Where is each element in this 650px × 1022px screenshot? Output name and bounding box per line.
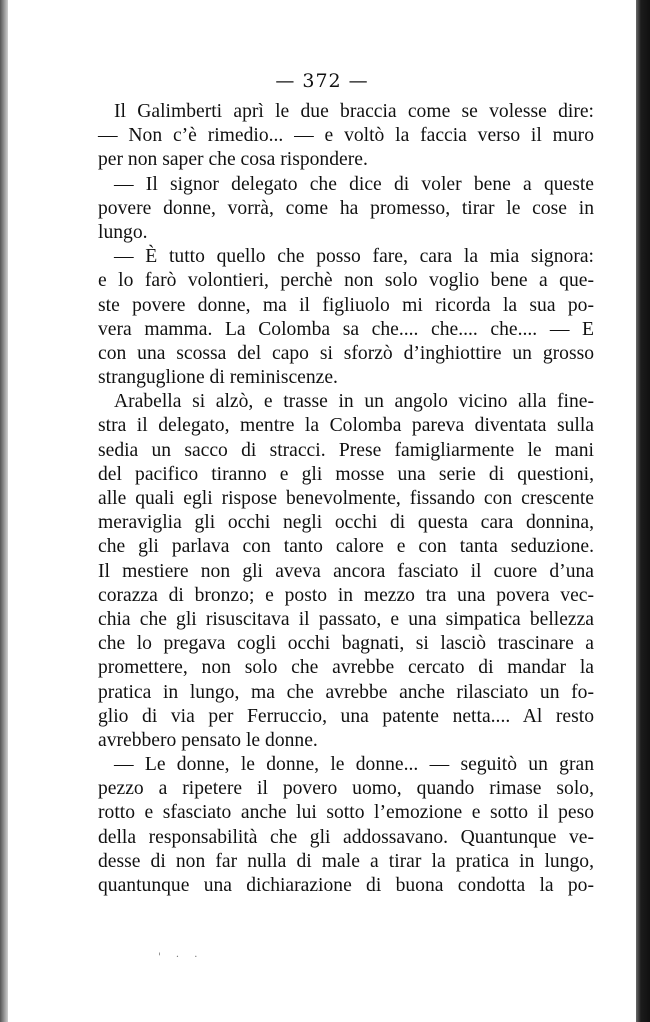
text-line: Arabella si alzò, e trasse in un angolo vicino alla fine- (114, 391, 594, 413)
text-line: — Il signor delegato che dice di voler bene a queste (114, 173, 594, 195)
text-line: pezzo a ripetere il povero uomo, quando rimase solo, (98, 778, 594, 800)
text-line: chia che gli risuscitava il passato, e una simpatica bellezza (98, 608, 594, 630)
text-line: povere donne, vorrà, come ha promesso, tirar le cose in (98, 197, 594, 219)
text-line: vera mamma. La Colomba sa che.... che.... che.... — E (98, 318, 594, 340)
text-line: Il mestiere non gli aveva ancora fasciato il cuore d’una (98, 560, 594, 582)
page-number: — 372 — (275, 70, 369, 92)
text-line: — Le donne, le donne, le donne... — seguitò un gran (114, 754, 594, 776)
text-line: che gli parlava con tanto calore e con tanta seduzione. (98, 536, 594, 558)
text-line: sedia un sacco di stracci. Prese famigliarmente le mani (98, 439, 594, 461)
text-line: lungo. (98, 221, 148, 243)
text-line: con una scossa del capo si sforzò d’inghiottire un grosso (98, 342, 594, 364)
text-line: meraviglia gli occhi negli occhi di questa cara donnina, (98, 512, 594, 534)
text-line: rotto e sfasciato anche lui sotto l’emozione e sotto il peso (98, 802, 594, 824)
text-line: Il Galimberti aprì le due braccia come se volesse dire: (114, 101, 594, 122)
text-line: del pacifico tiranno e gli mosse una serie di questioni, (98, 463, 594, 485)
print-specks: ' · · (158, 952, 204, 963)
text-line: quantunque una dichiarazione di buona condotta la po- (98, 875, 594, 896)
text-line: avrebbero pensato le donne. (98, 729, 318, 751)
text-line: per non saper che cosa rispondere. (98, 149, 368, 171)
text-line: che lo pregava cogli occhi bagnati, si lasciò trascinare a (98, 633, 594, 655)
text-line: ste povere donne, ma il figliuolo mi ricorda la sua po- (98, 294, 594, 316)
text-line: pratica in lungo, ma che avrebbe anche rilasciato un fo- (98, 681, 594, 703)
text-line: e lo farò volontieri, perchè non solo voglio bene a que- (98, 270, 594, 292)
text-line: della responsabilità che gli addossavano. Quantunque ve- (98, 826, 594, 848)
text-line: corazza di bronzo; e posto in mezzo tra una povera vec- (98, 584, 594, 606)
text-line: promettere, non solo che avrebbe cercato di mandar la (98, 657, 594, 679)
body-text (98, 100, 594, 898)
book-page (8, 0, 636, 1022)
text-line: alle quali egli rispose benevolmente, fissando con crescente (98, 488, 594, 509)
text-line: — È tutto quello che posso fare, cara la mia signora: (114, 246, 594, 268)
text-line: stranguglione di reminiscenze. (98, 367, 338, 389)
text-line: stra il delegato, mentre la Colomba pareva diventata sulla (98, 415, 594, 437)
right-page-edge (636, 0, 650, 1022)
text-line: glio di via per Ferruccio, una patente netta.... Al resto (98, 705, 594, 727)
text-line: — Non c’è rimedio... — e voltò la faccia verso il muro (98, 125, 594, 147)
text-line: desse di non far nulla di male a tirar la pratica in lungo, (98, 850, 594, 872)
left-page-edge (0, 0, 8, 1022)
